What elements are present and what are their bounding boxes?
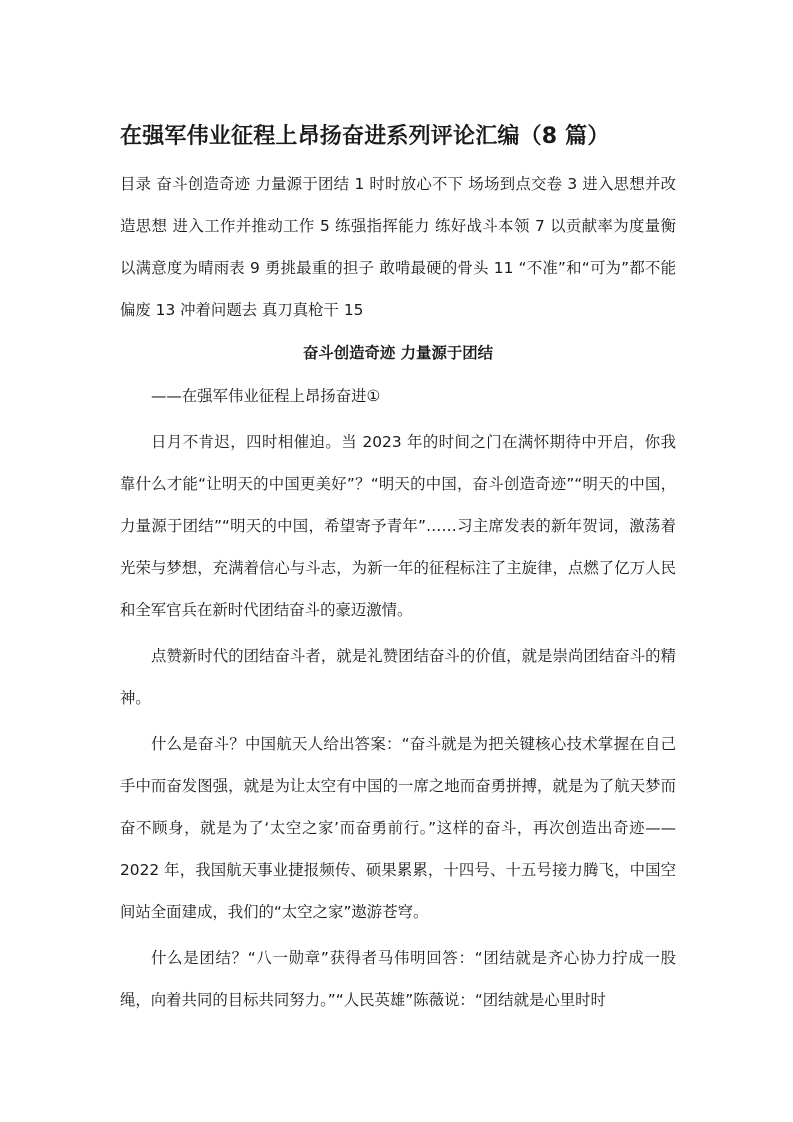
section-title: 奋斗创造奇迹 力量源于团结 bbox=[302, 344, 494, 362]
body-paragraph: 点赞新时代的团结奋斗者，就是礼赞团结奋斗的价值，就是崇尚团结奋斗的精神。 bbox=[120, 647, 676, 707]
body-paragraph: 什么是团结？“八一勋章”获得者马伟明回答：“团结就是齐心协力拧成一股绳，向着共同的目标共同努力。”“人民英雄”陈薇说：“团结就是心里时时 bbox=[120, 949, 676, 1009]
document-title: 在强军伟业征程上昂扬奋进系列评论汇编（8 篇） bbox=[120, 124, 610, 149]
body-paragraph: 什么是奋斗？中国航天人给出答案：“奋斗就是为把关键核心技术掌握在自己手中而奋发图强，就是为让太空有中国的一席之地而奋勇拼搏，就是为了航天梦而奋不顾身，就是为了‘太空之家’而奋勇前行。”这样的奋斗，再次创造出奇迹——2022 年，我国航天事业捷报频传、硕果累累，十四号、十五号接力腾飞，中国空间站全面建成，我们的“太空之家”遨游苍穹。 bbox=[120, 735, 676, 921]
body-paragraph: 日月不肯迟，四时相催迫。当 2023 年的时间之门在满怀期待中开启，你我靠什么才能“让明天的中国更美好”？“明天的中国，奋斗创造奇迹”“明天的中国，力量源于团结”“明天的中国，希望寄予青年”……习主席发表的新年贺词，激荡着光荣与梦想，充满着信心与斗志，为新一年的征程标注了主旋律，点燃了亿万人民和全军官兵在新时代团结奋斗的豪迈激情。 bbox=[120, 433, 676, 619]
table-of-contents: 目录 奋斗创造奇迹 力量源于团结 1 时时放心不下 场场到点交卷 3 进入思想并改造思想 进入工作并推动工作 5 练强指挥能力 练好战斗本领 7 以贡献率为度量衡 以满意度为晴雨表 9 勇挑最重的担子 敢啃最硬的骨头 11 “不准”和“可为”都不能偏废 13 冲着问题去 真刀真枪干 15 bbox=[120, 175, 676, 319]
section-subtitle: ——在强军伟业征程上昂扬奋进① bbox=[151, 387, 381, 405]
document-page bbox=[120, 112, 676, 1025]
